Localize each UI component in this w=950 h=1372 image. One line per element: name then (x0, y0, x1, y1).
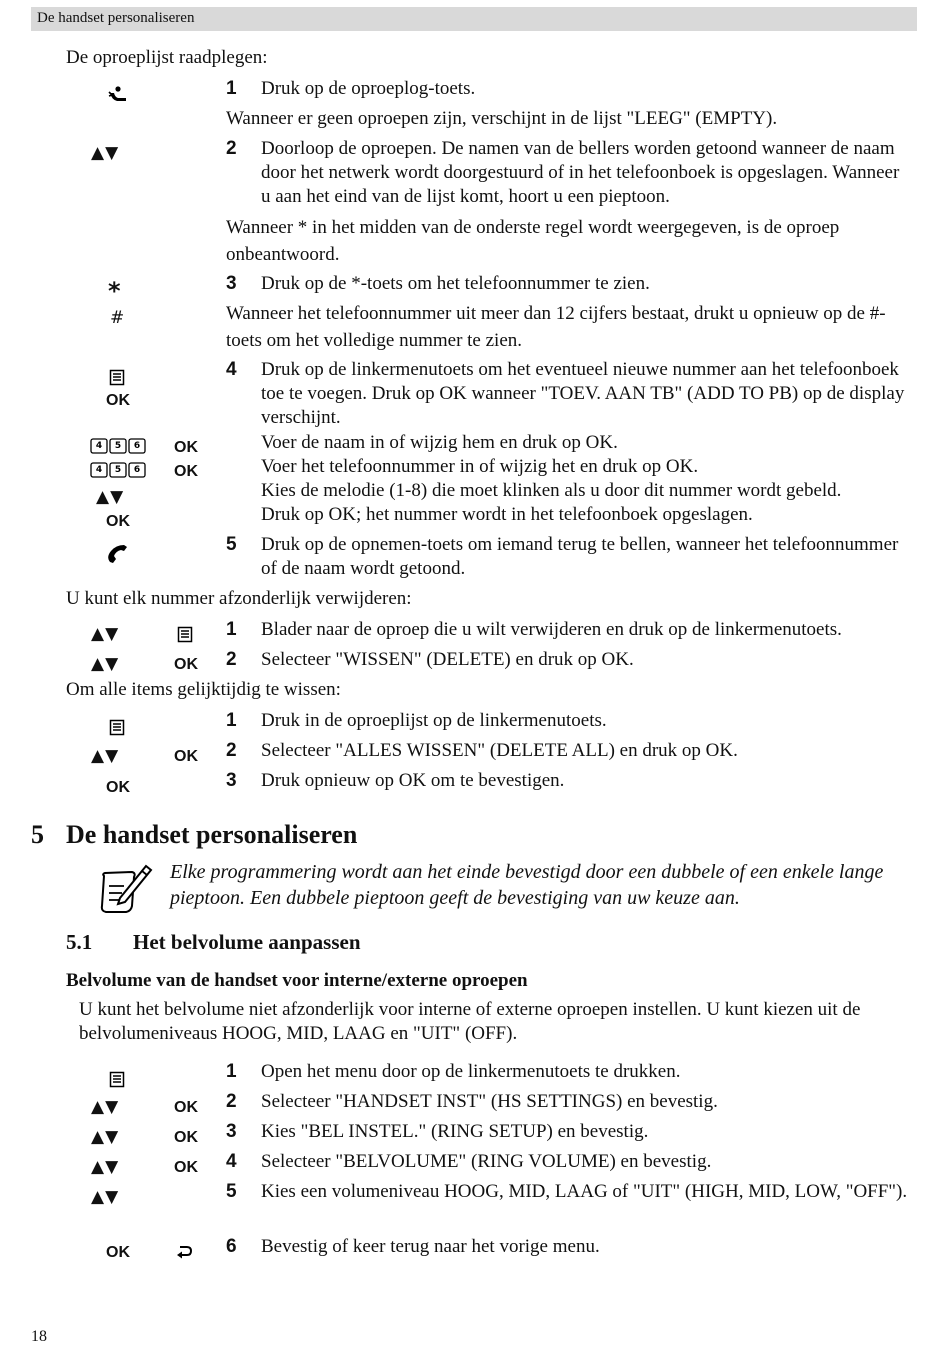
menu-key-icon (109, 1071, 126, 1089)
scroll-arrows-icon: ▲▼ (91, 1157, 120, 1177)
calllog-step-2: Doorloop de oproepen. De namen van de bellers worden getoond wanneer de naam door het netwerk wordt doorgestuurd of in het telefoonboek is opgeslagen. Wanneer u aan het eind van de lijst komt, hoort u een pieptoon. (261, 138, 900, 207)
calllog-step-4c: Kies de melodie (1-8) die moet klinken als u door dit nummer wordt gebeld. (261, 480, 842, 501)
scroll-arrows-icon: ▲▼ (91, 624, 120, 644)
delete-all-step-2: Selecteer "ALLES WISSEN" (DELETE ALL) en druk op OK. (261, 740, 738, 761)
calllog-step-5: Druk op de opnemen-toets om iemand terug te bellen, wanneer het telefoonnummer of de naam wordt getoond. (261, 534, 899, 579)
keypad-keys-icon (90, 438, 146, 459)
menu-key-icon (177, 626, 194, 644)
running-header-title: De handset personaliseren (37, 10, 195, 26)
ok-key-icon: OK (174, 1099, 198, 1116)
scroll-arrows-icon: ▲▼ (91, 654, 120, 674)
scroll-arrows-icon: ▲▼ (91, 1127, 120, 1147)
star-key-icon: * (108, 277, 121, 305)
scroll-arrows-icon: ▲▼ (96, 487, 125, 507)
calllog-step-3-number: 3 (226, 273, 237, 294)
calllog-step-1-number: 1 (226, 78, 237, 99)
calllog-step-4b: Voer het telefoonnummer in of wijzig het en druk op OK. (261, 456, 699, 477)
delete-all-step-1: Druk in de oproeplijst op de linkermenutoets. (261, 710, 607, 731)
hash-key-icon: # (110, 308, 125, 328)
calllog-step-3-note: Wanneer het telefoonnummer uit meer dan 12 cijfers bestaat, drukt u opnieuw op de #-toets om het volledige nummer te zien. (226, 303, 886, 351)
calllog-step-5-number: 5 (226, 534, 237, 555)
delete-all-step-2-number: 2 (226, 740, 237, 761)
volume-step-5: Kies een volumeniveau HOOG, MID, LAAG of "UIT" (HIGH, MID, LOW, "OFF"). (261, 1181, 908, 1202)
scroll-arrows-icon: ▲▼ (91, 143, 120, 163)
delete-all-step-1-number: 1 (226, 710, 237, 731)
delete-all-title: Om alle items gelijktijdig te wissen: (66, 679, 341, 700)
scroll-arrows-icon: ▲▼ (91, 746, 120, 766)
volume-step-2: Selecteer "HANDSET INST" (HS SETTINGS) en bevestig. (261, 1091, 718, 1112)
volume-step-6: Bevestig of keer terug naar het vorige menu. (261, 1236, 600, 1257)
section-5-1-title: Het belvolume aanpassen (133, 930, 361, 954)
volume-step-4-number: 4 (226, 1151, 237, 1172)
section-5-number: 5 (31, 820, 44, 849)
calllog-step-4-number: 4 (226, 359, 237, 380)
scroll-arrows-icon: ▲▼ (91, 1097, 120, 1117)
volume-step-4: Selecteer "BELVOLUME" (RING VOLUME) en bevestig. (261, 1151, 712, 1172)
calllog-key-icon (106, 84, 128, 106)
calllog-step-1: Druk op de oproeplog-toets. (261, 78, 476, 99)
volume-step-6-number: 6 (226, 1236, 237, 1257)
ok-key-icon: OK (106, 513, 130, 530)
svg-text:6: 6 (133, 465, 141, 475)
ok-key-icon: OK (174, 656, 198, 673)
talk-key-icon (105, 543, 131, 565)
svg-text:5: 5 (114, 465, 122, 475)
ok-key-icon: OK (174, 748, 198, 765)
ok-key-icon: OK (174, 463, 198, 480)
svg-text:4: 4 (95, 441, 103, 451)
ok-key-icon: OK (106, 1244, 130, 1261)
svg-text:6: 6 (133, 441, 141, 451)
section-5-note: Elke programmering wordt aan het einde bevestigd door een dubbele of een enkele lange pieptoon. Een dubbele pieptoon geeft de bevestiging van uw keuze aan. (170, 861, 884, 909)
svg-text:4: 4 (95, 465, 103, 475)
delete-one-step-1-number: 1 (226, 619, 237, 640)
calllog-step-4: Druk op de linkermenutoets om het eventueel nieuwe nummer aan het telefoonboek toe te voegen. Druk op OK wanneer "TOEV. AAN TB" (ADD TO PB) op de display verschijnt. (261, 359, 905, 428)
ok-key-icon: OK (174, 1159, 198, 1176)
delete-one-step-2: Selecteer "WISSEN" (DELETE) en druk op OK. (261, 649, 634, 670)
calllog-step-4d: Druk op OK; het nummer wordt in het telefoonboek opgeslagen. (261, 504, 753, 525)
section-5-1-intro: U kunt het belvolume niet afzonderlijk voor interne of externe oproepen instellen. U kunt kiezen uit de belvolumeniveaus HOOG, MID, LAAG en "UIT" (OFF). (79, 999, 861, 1044)
ok-key-icon: OK (174, 439, 198, 456)
delete-all-step-3-number: 3 (226, 770, 237, 791)
section-5-title: De handset personaliseren (66, 820, 358, 849)
volume-step-5-number: 5 (226, 1181, 237, 1202)
delete-all-step-3: Druk opnieuw op OK om te bevestigen. (261, 770, 565, 791)
volume-step-2-number: 2 (226, 1091, 237, 1112)
volume-step-3-number: 3 (226, 1121, 237, 1142)
delete-one-step-1: Blader naar de oproep die u wilt verwijderen en druk op de linkermenutoets. (261, 619, 842, 640)
scroll-arrows-icon: ▲▼ (91, 1187, 120, 1207)
page-number: 18 (31, 1328, 47, 1345)
section-5-1-number: 5.1 (66, 930, 93, 954)
calllog-intro: De oproeplijst raadplegen: (66, 47, 268, 68)
note-pencil-icon (96, 862, 154, 918)
ok-key-icon: OK (106, 779, 130, 796)
menu-key-icon (109, 719, 126, 737)
ok-key-icon: OK (174, 1129, 198, 1146)
calllog-step-1-note: Wanneer er geen oproepen zijn, verschijnt in de lijst "LEEG" (EMPTY). (226, 108, 778, 129)
volume-step-1: Open het menu door op de linkermenutoets te drukken. (261, 1061, 681, 1082)
volume-step-3: Kies "BEL INSTEL." (RING SETUP) en bevestig. (261, 1121, 649, 1142)
delete-one-step-2-number: 2 (226, 649, 237, 670)
running-header (31, 7, 917, 31)
ok-key-icon: OK (106, 392, 130, 409)
menu-key-icon (109, 369, 126, 387)
calllog-step-3: Druk op de *-toets om het telefoonnummer te zien. (261, 273, 650, 294)
volume-step-1-number: 1 (226, 1061, 237, 1082)
delete-one-title: U kunt elk nummer afzonderlijk verwijderen: (66, 588, 412, 609)
section-5-1-subtitle: Belvolume van de handset voor interne/externe oproepen (66, 970, 528, 991)
calllog-step-2-note: Wanneer * in het midden van de onderste regel wordt weergegeven, is de oproep onbeantwoord. (226, 217, 840, 265)
calllog-step-4a: Voer de naam in of wijzig hem en druk op OK. (261, 432, 618, 453)
svg-text:5: 5 (114, 441, 122, 451)
calllog-step-2-number: 2 (226, 138, 237, 159)
keypad-keys-icon (90, 462, 146, 483)
back-key-icon (176, 1242, 194, 1260)
